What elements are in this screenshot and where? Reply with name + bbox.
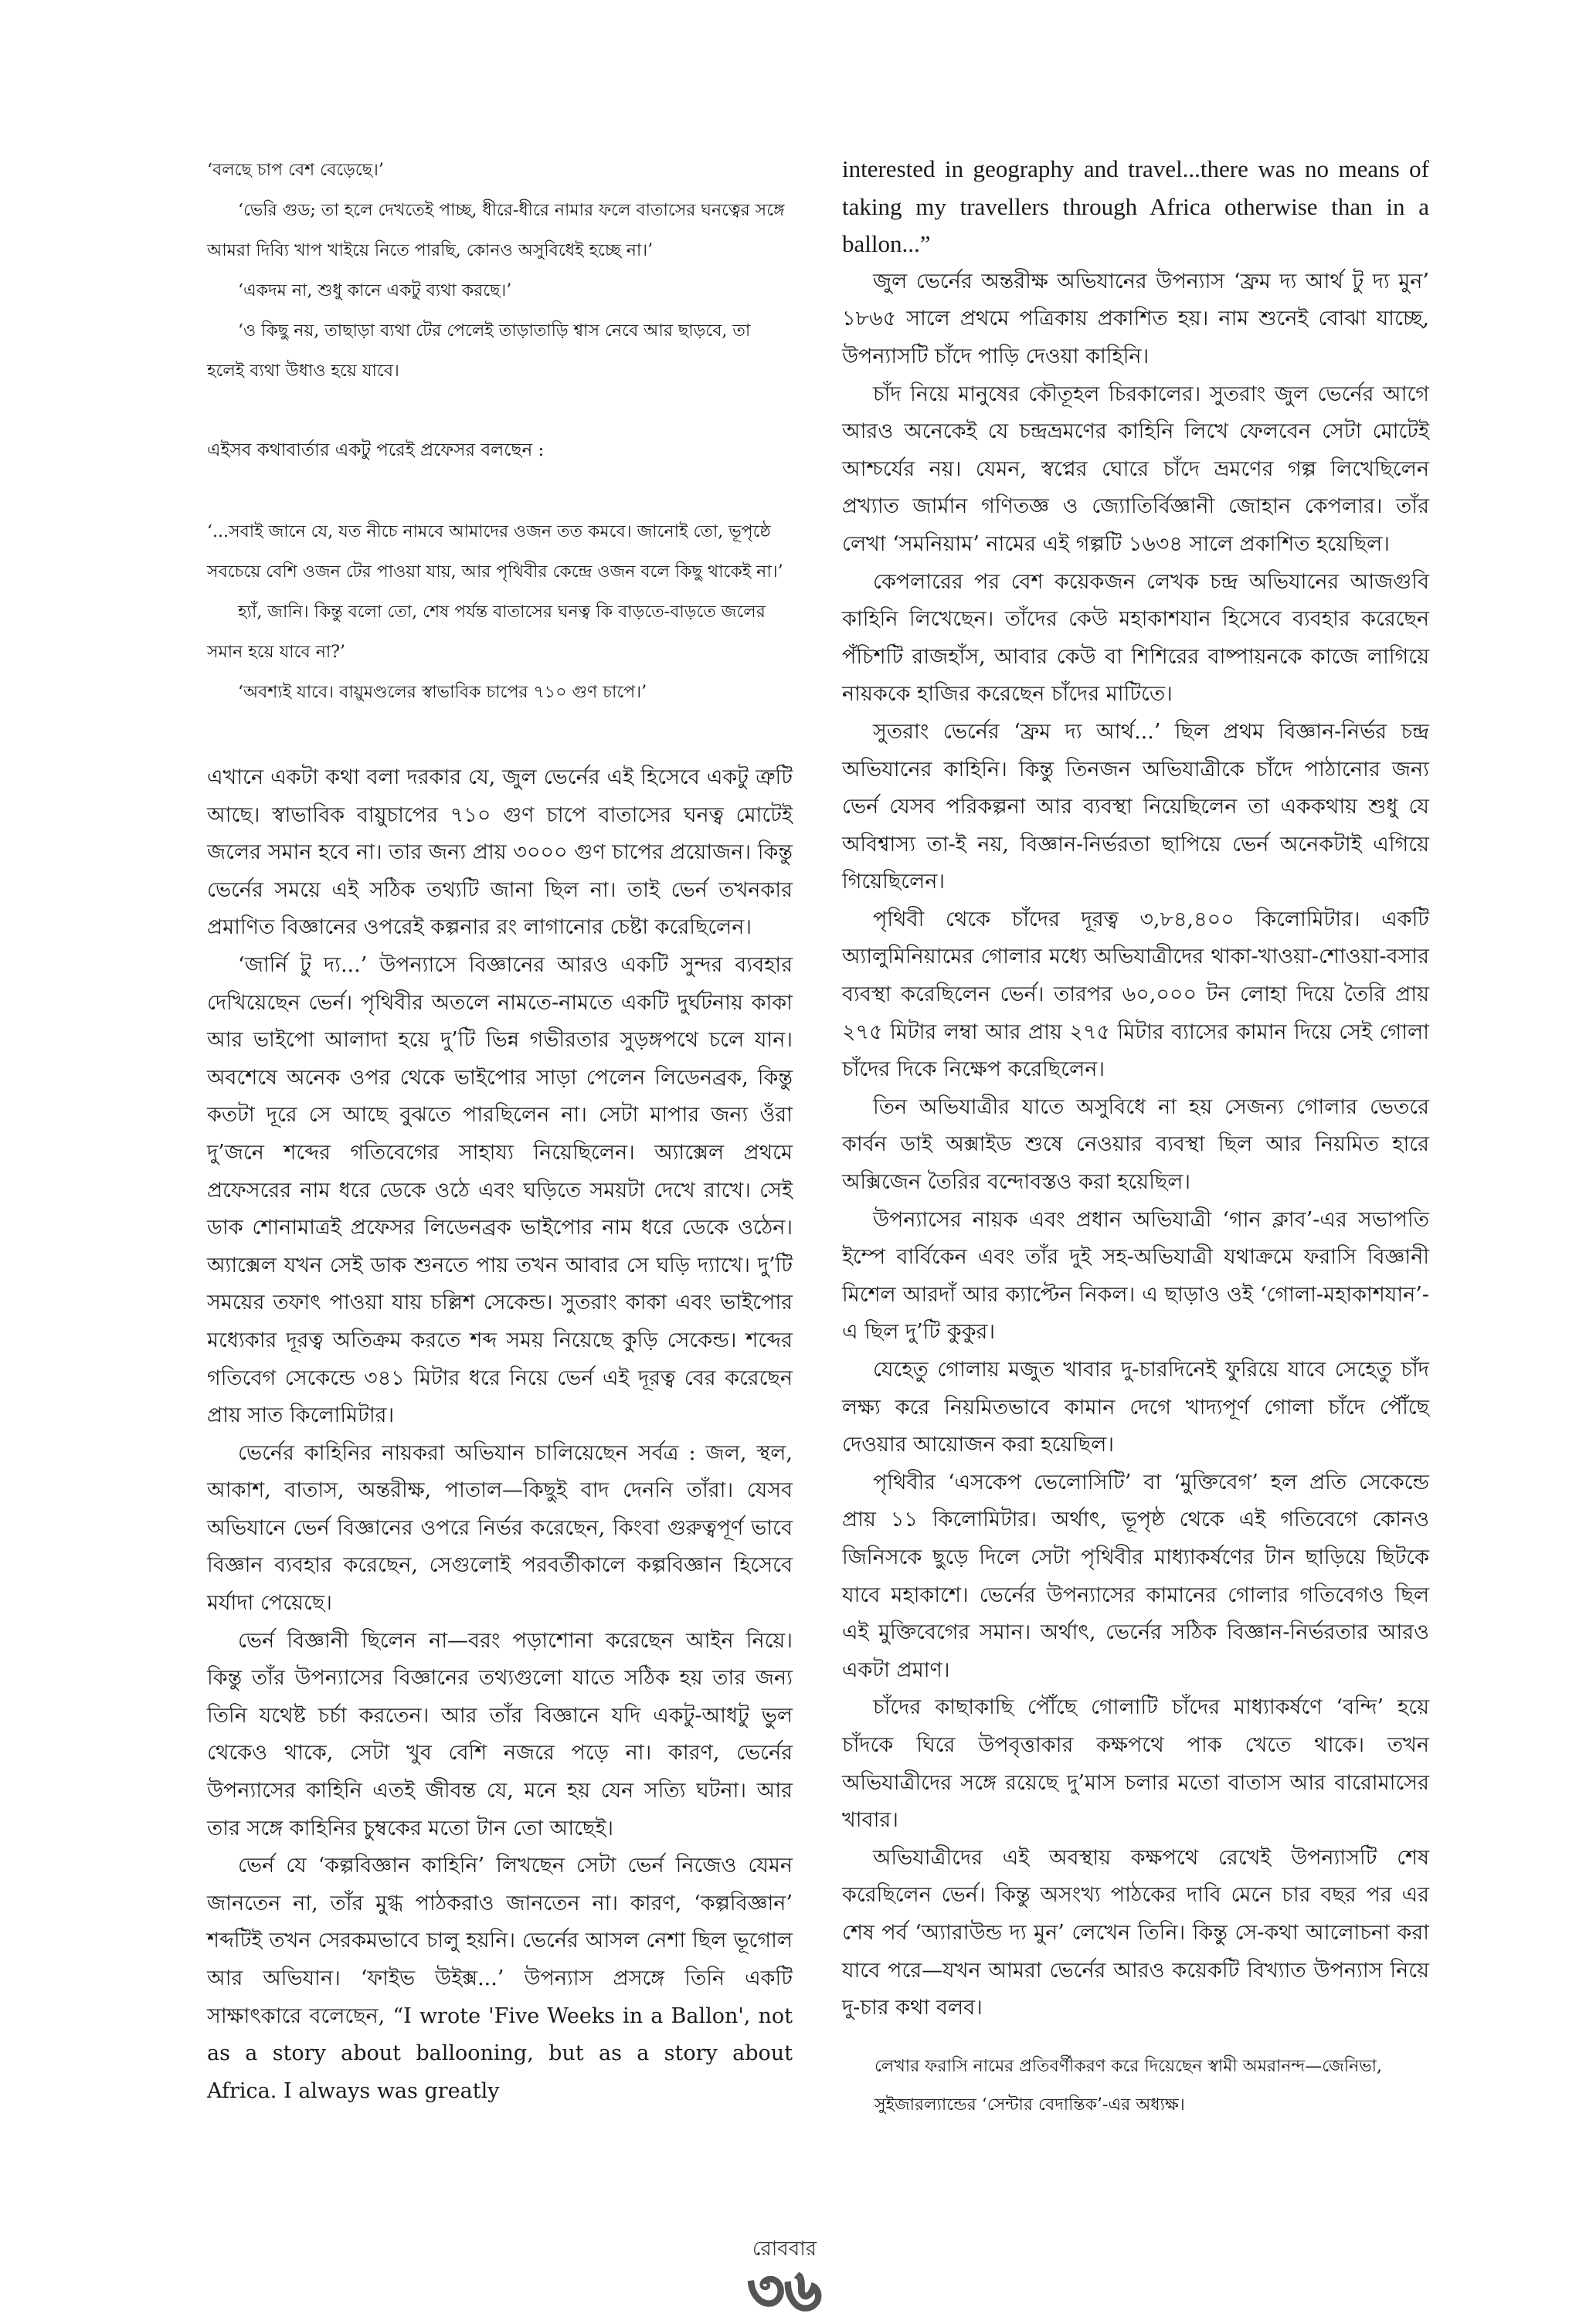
body-paragraph: জুল ভের্নের অন্তরীক্ষ অভিযানের উপন্যাস ‘ফ্রম দ্য আর্থ টু দ্য মুন’ ১৮৬৫ সালে প্রথমে পত্রিকায় প্রকাশিত হয়। নাম শুনেই বোঝা যাচ্ছে, উপন্যাসটি চাঁদে পাড়ি দেওয়া কাহিনি। [842, 269, 1429, 368]
body-paragraph: পৃথিবী থেকে চাঁদের দূরত্ব ৩,৮৪,৪০০ কিলোমিটার। একটি অ্যালুমিনিয়ামের গোলার মধ্যে অভিযাত্রীদের থাকা-খাওয়া-শোওয়া-বসার ব্যবস্থা করেছিলেন ভের্ন। তারপর ৬০,০০০ টন লোহা দিয়ে তৈরি প্রায় ২৭৫ মিটার লম্বা আর প্রায় ২৭৫ মিটার ব্যাসের কামান দিয়ে সেই গোলা চাঁদের দিকে নিক্ষেপ করেছিলেন। [842, 907, 1429, 1082]
body-paragraph: পৃথিবীর ‘এসকেপ ভেলোসিটি’ বা ‘মুক্তিবেগ’ হল প্রতি সেকেন্ডে প্রায় ১১ কিলোমিটার। অর্থাৎ, ভূপৃষ্ঠ থেকে এই গতিবেগে কোনও জিনিসকে ছুড়ে দিলে সেটা পৃথিবীর মাধ্যাকর্ষণের টান ছাড়িয়ে ছিটকে যাবে মহাকাশে। ভের্নের উপন্যাসের কামানের গোলার গতিবেগও ছিল এই মুক্তিবেগের সমান। অর্থাৎ, ভের্নের সঠিক বিজ্ঞান-নির্ভরতার আরও একটা প্রমাণ। [842, 1470, 1429, 1682]
body-paragraph: ‘জার্নি টু দ্য...’ উপন্যাসে বিজ্ঞানের আরও একটি সুন্দর ব্যবহার দেখিয়েছেন ভের্ন। পৃথিবীর অতলে নামতে-নামতে একটি দুর্ঘটনায় কাকা আর ভাইপো আলাদা হয়ে দু’টি ভিন্ন গভীরতার সুড়ঙ্গপথে চলে যান। অবশেষে অনেক ওপর থেকে ভাইপোর সাড়া পেলেন লিডেনব্রক, কিন্তু কতটা দূরে সে আছে বুঝতে পারছিলেন না। সেটা মাপার জন্য ওঁরা দু’জনে শব্দের গতিবেগের সাহায্য নিয়েছিলেন। অ্যাক্সেল প্রথমে প্রফেসরের নাম ধরে ডেকে ওঠে এবং ঘড়িতে সময়টা দেখে রাখে। সেই ডাক শোনামাত্রই প্রফেসর লিডেনব্রক ভাইপোর নাম ধরে ডেকে ওঠেন। অ্যাক্সেল যখন সেই ডাক শুনতে পায় তখন আবার সে ঘড়ি দ্যাখে। দু’টি সময়ের তফাৎ পাওয়া যায় চল্লিশ সেকেন্ড। সুতরাং কাকা এবং ভাইপোর মধ্যেকার দূরত্ব অতিক্রম করতে শব্দ সময় নিয়েছে কুড়ি সেকেন্ড। শব্দের গতিবেগ সেকেন্ডে ৩৪১ মিটার ধরে নিয়ে ভের্ন এই দূরত্ব বের করেছেন প্রায় সাত কিলোমিটার। [207, 952, 793, 1428]
dialogue-line: ‘একদম না, শুধু কানে একটু ব্যথা করছে।’ [238, 281, 512, 300]
intro-line: এইসব কথাবার্তার একটু পরেই প্রফেসর বলছেন : [207, 440, 545, 460]
body-paragraph: ভের্ন যে ‘কল্পবিজ্ঞান কাহিনি’ লিখছেন সেটা ভের্ন নিজেও যেমন জানতেন না, তাঁর মুগ্ধ পাঠকরাও জানতেন না। কারণ, ‘কল্পবিজ্ঞান’ শব্দটিই তখন সেরকমভাবে চালু হয়নি। ভের্নের আসল নেশা ছিল ভূগোল আর অভিযান। ‘ফাইভ উইক্স...’ উপন্যাস প্রসঙ্গে তিনি একটি সাক্ষাৎকারে বলেছেন, “I wrote 'Five Weeks in a Ballon', not as a story about ballooning, but as a story about Africa. I always was greatly [207, 1854, 793, 2103]
body-paragraph: যেহেতু গোলায় মজুত খাবার দু-চারদিনেই ফুরিয়ে যাবে সেহেতু চাঁদ লক্ষ্য করে নিয়মিতভাবে কামান দেগে খাদ্যপূর্ণ গোলা চাঁদে পৌঁছে দেওয়ার আয়োজন করা হয়েছিল। [842, 1358, 1429, 1457]
dialogue-line: ‘বলছে চাপ বেশ বেড়েছে।’ [207, 161, 384, 180]
right-column [842, 151, 1429, 2125]
body-paragraph: অভিযাত্রীদের এই অবস্থায় কক্ষপথে রেখেই উপন্যাসটি শেষ করেছিলেন ভের্ন। কিন্তু অসংখ্য পাঠকের দাবি মেনে চার বছর পর এর শেষ পর্ব ‘অ্যারাউন্ড দ্য মুন’ লেখেন তিনি। কিন্তু সে-কথা আলোচনা করা যাবে পরে—যখন আমরা ভের্নের আরও কয়েকটি বিখ্যাত উপন্যাস নিয়ে দু-চার কথা বলব। [842, 1845, 1429, 2020]
dialogue-line: হ্যাঁ, জানি। কিন্তু বলো তো, শেষ পর্যন্ত বাতাসের ঘনত্ব কি বাড়তে-বাড়তে জলের সমান হয়ে যাবে না?’ [207, 602, 766, 662]
body-paragraph: এখানে একটা কথা বলা দরকার যে, জুল ভের্নের এই হিসেবে একটু ত্রুটি আছে। স্বাভাবিক বায়ুচাপের ৭১০ গুণ চাপে বাতাসের ঘনত্ব মোটেই জলের সমান হবে না। তার জন্য প্রায় ৩০০০ গুণ চাপের প্রয়োজন। কিন্তু ভের্নের সময়ে এই সঠিক তথ্যটি জানা ছিল না। তাই ভের্ন তখনকার প্রমাণিত বিজ্ঞানের ওপরেই কল্পনার রং লাগানোর চেষ্টা করেছিলেন। [207, 765, 793, 940]
dialogue-line: ‘অবশ্যই যাবে। বায়ুমণ্ডলের স্বাভাবিক চাপের ৭১০ গুণ চাপে।’ [238, 683, 647, 702]
body-paragraph: ভের্ন বিজ্ঞানী ছিলেন না—বরং পড়াশোনা করেছেন আইন নিয়ে। কিন্তু তাঁর উপন্যাসের বিজ্ঞানের তথ্যগুলো যাতে সঠিক হয় তার জন্য তিনি যথেষ্ট চর্চা করতেন। আর তাঁর বিজ্ঞানে যদি একটু-আধটু ভুল থেকেও থাকে, সেটা খুব বেশি নজরে পড়ে না। কারণ, ভের্নের উপন্যাসের কাহিনি এতই জীবন্ত যে, মনে হয় যেন সত্যি ঘটনা। আর তার সঙ্গে কাহিনির চুম্বকের মতো টান তো আছেই। [207, 1628, 793, 1841]
body-paragraph-quote: interested in geography and travel...there was no means of taking my travellers through Africa otherwise than in a ballon...” [842, 155, 1429, 258]
left-column [207, 151, 793, 2110]
page-footer [0, 2236, 1569, 2324]
dialogue-line: ‘...সবাই জানে যে, যত নীচে নামবে আমাদের ওজন তত কমবে। জানোই তো, ভূপৃষ্ঠে সবচেয়ে বেশি ওজন টের পাওয়া যায়, আর পৃথিবীর কেন্দ্রে ওজন বলে কিছু থাকেই না।’ [207, 522, 783, 582]
body-paragraph: তিন অভিযাত্রীর যাতে অসুবিধে না হয় সেজন্য গোলার ভেতরে কার্বন ডাই অক্সাইড শুষে নেওয়ার ব্যবস্থা ছিল আর নিয়মিত হারে অক্সিজেন তৈরির বন্দোবস্তও করা হয়েছিল। [842, 1094, 1429, 1195]
body-paragraph: সুতরাং ভের্নের ‘ফ্রম দ্য আর্থ...’ ছিল প্রথম বিজ্ঞান-নির্ভর চন্দ্র অভিযানের কাহিনি। কিন্তু তিনজন অভিযাত্রীকে চাঁদে পাঠানোর জন্য ভের্ন যেসব পরিকল্পনা আর ব্যবস্থা নিয়েছিলেন তা এককথায় শুধু যে অবিশ্বাস্য তা-ই নয়, বিজ্ঞান-নির্ভরতা ছাপিয়ে ভের্ন অনেকটাই এগিয়ে গিয়েছিলেন। [842, 719, 1429, 894]
body-paragraph: উপন্যাসের নায়ক এবং প্রধান অভিযাত্রী ‘গান ক্লাব’-এর সভাপতি ইম্পে বার্বিকেন এবং তাঁর দুই সহ-অভিযাত্রী যথাক্রমে ফরাসি বিজ্ঞানী মিশেল আরদাঁ আর ক্যাপ্টেন নিকল। এ ছাড়াও ওই ‘গোলা-মহাকাশযান’-এ ছিল দু’টি কুকুর। [842, 1207, 1429, 1345]
body-paragraph: ভের্নের কাহিনির নায়করা অভিযান চালিয়েছেন সর্বত্র : জল, স্থল, আকাশ, বাতাস, অন্তরীক্ষ, পাতাল—কিছুই বাদ দেননি তাঁরা। যেসব অভিযানে ভের্ন বিজ্ঞানের ওপরে নির্ভর করেছেন, কিংবা গুরুত্বপূর্ণ ভাবে বিজ্ঞান ব্যবহার করেছেন, সেগুলোই পরবর্তীকালে কল্পবিজ্ঞান হিসেবে মর্যাদা পেয়েছে। [207, 1440, 793, 1616]
dialogue-line: ‘ভেরি গুড; তা হলে দেখতেই পাচ্ছ, ধীরে-ধীরে নামার ফলে বাতাসের ঘনত্বের সঙ্গে আমরা দিব্যি খাপ খাইয়ে নিতে পারছি, কোনও অসুবিধেই হচ্ছে না।’ [207, 201, 785, 260]
body-paragraph: চাঁদ নিয়ে মানুষের কৌতূহল চিরকালের। সুতরাং জুল ভের্নের আগে আরও অনেকেই যে চন্দ্রভ্রমণের কাহিনি লিখে ফেলবেন সেটা মোটেই আশ্চর্যের নয়। যেমন, স্বপ্নের ঘোরে চাঁদে ভ্রমণের গল্প লিখেছিলেন প্রখ্যাত জার্মান গণিতজ্ঞ ও জ্যোতির্বিজ্ঞানী জোহান কেপলার। তাঁর লেখা ‘সমনিয়াম’ নামের এই গল্পটি ১৬৩৪ সালে প্রকাশিত হয়েছিল। [842, 382, 1429, 556]
body-paragraph: কেপলারের পর বেশ কয়েকজন লেখক চন্দ্র অভিযানের আজগুবি কাহিনি লিখেছেন। তাঁদের কেউ মহাকাশযান হিসেবে ব্যবহার করেছেন পঁচিশটি রাজহাঁস, আবার কেউ বা শিশিরের বাষ্পায়নকে কাজে লাগিয়ে নায়ককে হাজির করেছেন চাঁদের মাটিতে। [842, 569, 1429, 707]
magazine-name: রোববার [752, 2237, 817, 2261]
body-paragraph: চাঁদের কাছাকাছি পৌঁছে গোলাটি চাঁদের মাধ্যাকর্ষণে ‘বন্দি’ হয়ে চাঁদকে ঘিরে উপবৃত্তাকার কক্ষপথে পাক খেতে থাকে। তখন অভিযাত্রীদের সঙ্গে রয়েছে দু’মাস চলার মতো বাতাস আর বারোমাসের খাবার। [842, 1695, 1429, 1833]
page-number: ৩৬ [747, 2258, 822, 2324]
author-credit: লেখার ফরাসি নামের প্রতিবর্ণীকরণ করে দিয়েছেন স্বামী অমরানন্দ—জেনিভা, সুইজারল্যান্ডের ‘সেন্টার বেদান্তিক’-এর অধ্যক্ষ। [874, 2056, 1383, 2115]
dialogue-line: ‘ও কিছু নয়, তাছাড়া ব্যথা টের পেলেই তাড়াতাড়ি শ্বাস নেবে আর ছাড়বে, তা হলেই ব্যথা উধাও হয়ে যাবে। [207, 321, 751, 381]
